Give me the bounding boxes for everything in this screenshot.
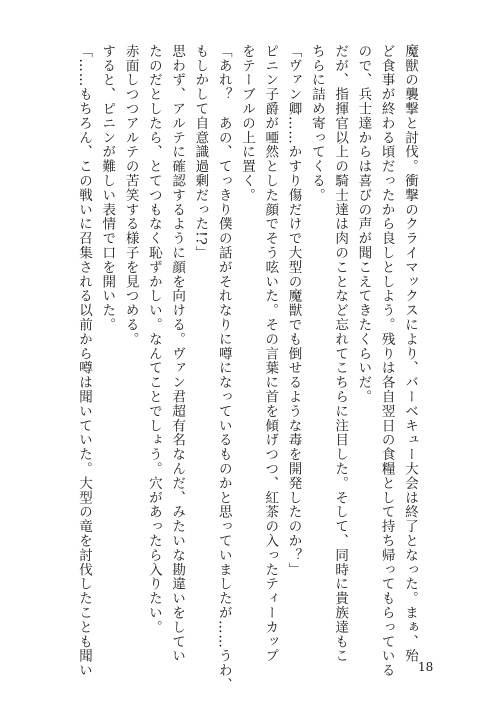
text-line: 赤面しつつアルテの苦笑する様子を見つめる。 — [122, 44, 139, 347]
text-line: ど食事が終わる頃だったから良しとしよう。残りは各自翌日の食糧として持ち帰ってもらっている — [378, 44, 395, 678]
text-line: ピニン子爵が唖然とした顔でそう呟いた。その言葉に首を傾げつつ、紅茶の入ったティーカップ — [262, 44, 279, 664]
text-line: ので、兵士達からは喜びの声が聞こえてきたくらいだ。 — [355, 44, 372, 404]
text-line: たのだとしたら、とてつもなく恥ずかしい。なんてことでしょう。穴があったら入りたい。 — [145, 44, 162, 635]
text-line: もしかして自意識過剰だった!?」 — [192, 44, 209, 261]
text-line: をテーブルの上に置く。 — [238, 44, 255, 203]
text-line: すると、ピニンが難しい表情で口を開いた。 — [99, 44, 116, 332]
text-line: ちらに詰め寄ってくる。 — [308, 44, 325, 203]
page-number: 18 — [418, 660, 434, 674]
text-line: 「ヴァン卿……かすり傷だけで大型の魔獣でも倒せるような毒を開発したのか？」 — [285, 44, 302, 577]
text-line: 「あれ？ あの、てっきり僕の話がそれなりに噂になっているものかと思っていましたが……うわ、 — [215, 44, 232, 692]
text-line: 魔獣の襲撃と討伐。衝撃のクライマックスにより、バーベキュー大会は終了となった。まぁ、殆 — [401, 44, 418, 664]
text-line: 思わず、アルテに確認するように顔を向ける。ヴァン君超有名なんだ、みたいな勘違いをしてい — [169, 44, 186, 664]
text-line: だが、指揮官以上の騎士達は肉のことなど忘れてこちらに注目した。そして、同時に貴族達もこ — [332, 44, 349, 664]
text-line: 「……もちろん、この戦いに召集される以前から噂は聞いていた。大型の竜を討伐したことも聞い — [76, 44, 92, 678]
vertical-text-body — [74, 44, 418, 692]
